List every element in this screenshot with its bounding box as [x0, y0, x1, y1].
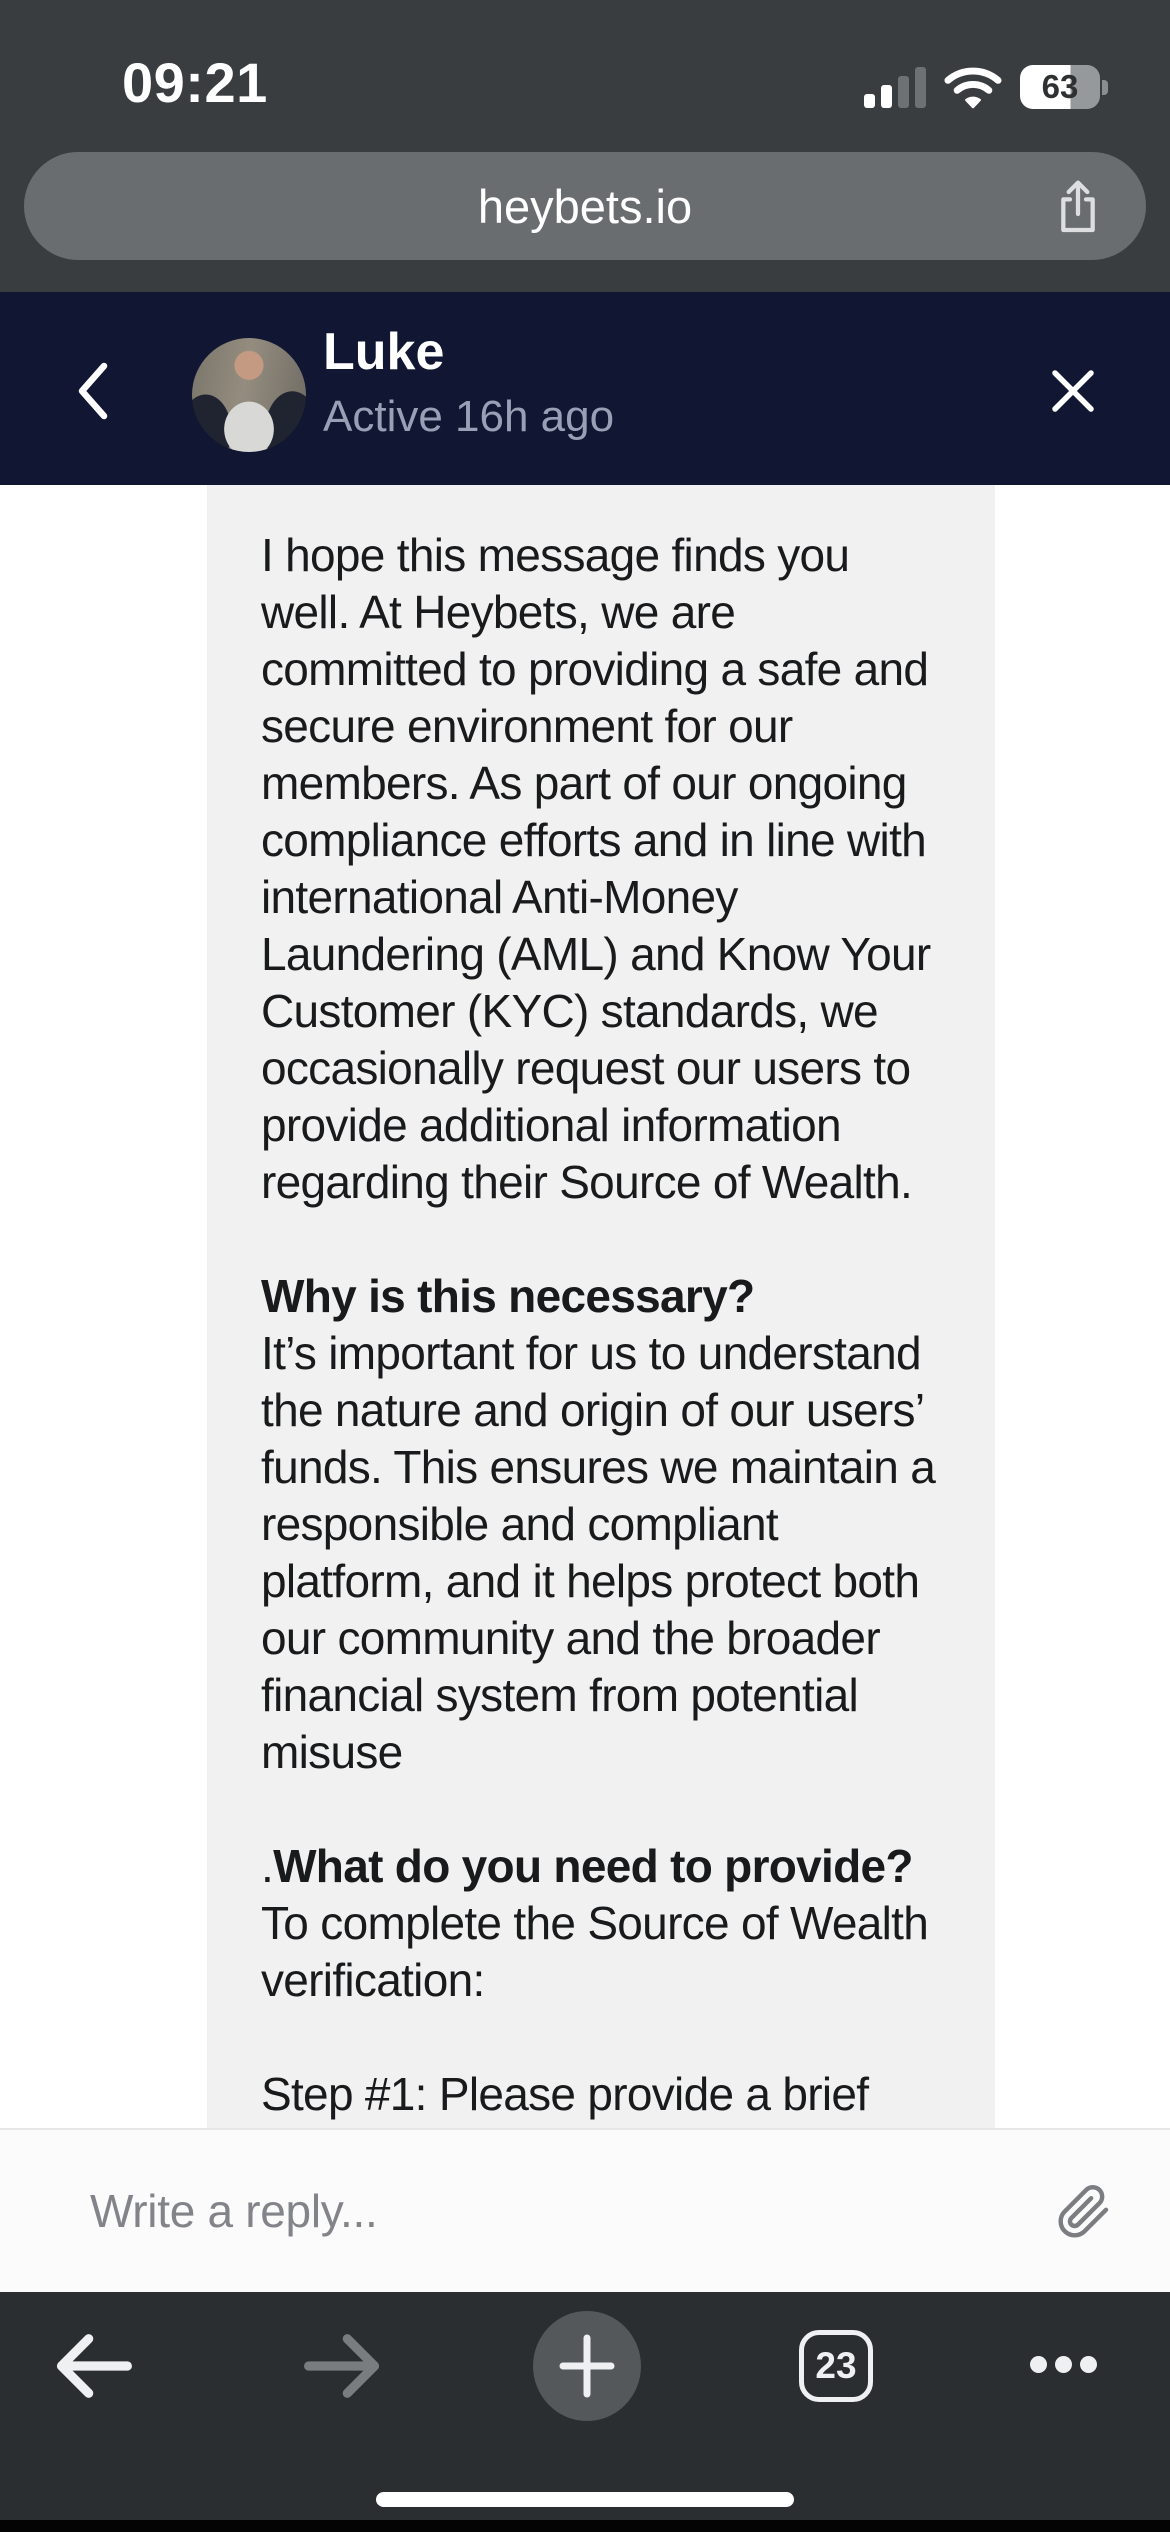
status-time: 09:21 — [122, 51, 268, 114]
back-chevron-icon[interactable] — [73, 360, 113, 422]
browser-toolbar — [0, 2292, 1170, 2532]
chat-header — [0, 292, 1170, 485]
browser-forward-icon[interactable] — [300, 2326, 386, 2406]
address-bar[interactable] — [24, 152, 1146, 260]
chat-message — [261, 527, 941, 2123]
browser-back-icon[interactable] — [50, 2326, 136, 2406]
close-icon[interactable] — [1050, 368, 1096, 414]
tabs-button[interactable] — [799, 2330, 873, 2402]
home-indicator[interactable] — [376, 2492, 794, 2507]
reply-bar — [0, 2128, 1170, 2292]
battery-percent: 63 — [1041, 68, 1079, 105]
message-paragraph: Step #1: Please provide a brief — [261, 2068, 869, 2120]
paperclip-icon[interactable] — [1056, 2184, 1112, 2240]
chat-peer-name: Luke — [323, 323, 445, 381]
status-icons — [864, 60, 1112, 110]
url-text: heybets.io — [477, 179, 693, 233]
cellular-signal-icon — [864, 66, 926, 110]
wifi-icon — [942, 64, 1004, 110]
tab-count: 23 — [815, 2345, 857, 2386]
plus-icon — [555, 2334, 619, 2398]
battery-icon — [1020, 64, 1112, 110]
reply-placeholder-text: Write a reply... — [90, 2185, 378, 2237]
reply-input[interactable] — [90, 2130, 377, 2292]
chat-message-area — [207, 485, 995, 2128]
chat-peer-status: Active 16h ago — [323, 392, 615, 441]
message-heading: Why is this necessary? — [261, 1270, 755, 1322]
new-tab-button[interactable] — [533, 2311, 641, 2421]
message-paragraph: It’s important for us to understand the nature and origin of our users’ funds. This ensures we maintain a responsible and compliant platform, and it helps protect both our community and the broader financial system from potential misuse — [261, 1327, 936, 1778]
message-paragraph: I hope this message finds you well. At Heybets, we are committed to providing a safe and secure environment for our members. As part of our ongoing compliance efforts and in line with international Anti-Money Laundering (AML) and Know Your Customer (KYC) standards, we occasionally request our users to provide additional information regarding their Source of Wealth. — [261, 529, 931, 1208]
share-icon[interactable] — [1054, 176, 1102, 236]
message-heading: .What do you need to provide? — [261, 1840, 913, 1892]
status-bar-area — [0, 0, 1170, 292]
message-paragraph: To complete the Source of Wealth verification: — [261, 1897, 929, 2006]
more-options-icon[interactable] — [1030, 2356, 1097, 2373]
avatar — [192, 338, 306, 452]
screen-bottom-edge — [0, 2520, 1170, 2532]
